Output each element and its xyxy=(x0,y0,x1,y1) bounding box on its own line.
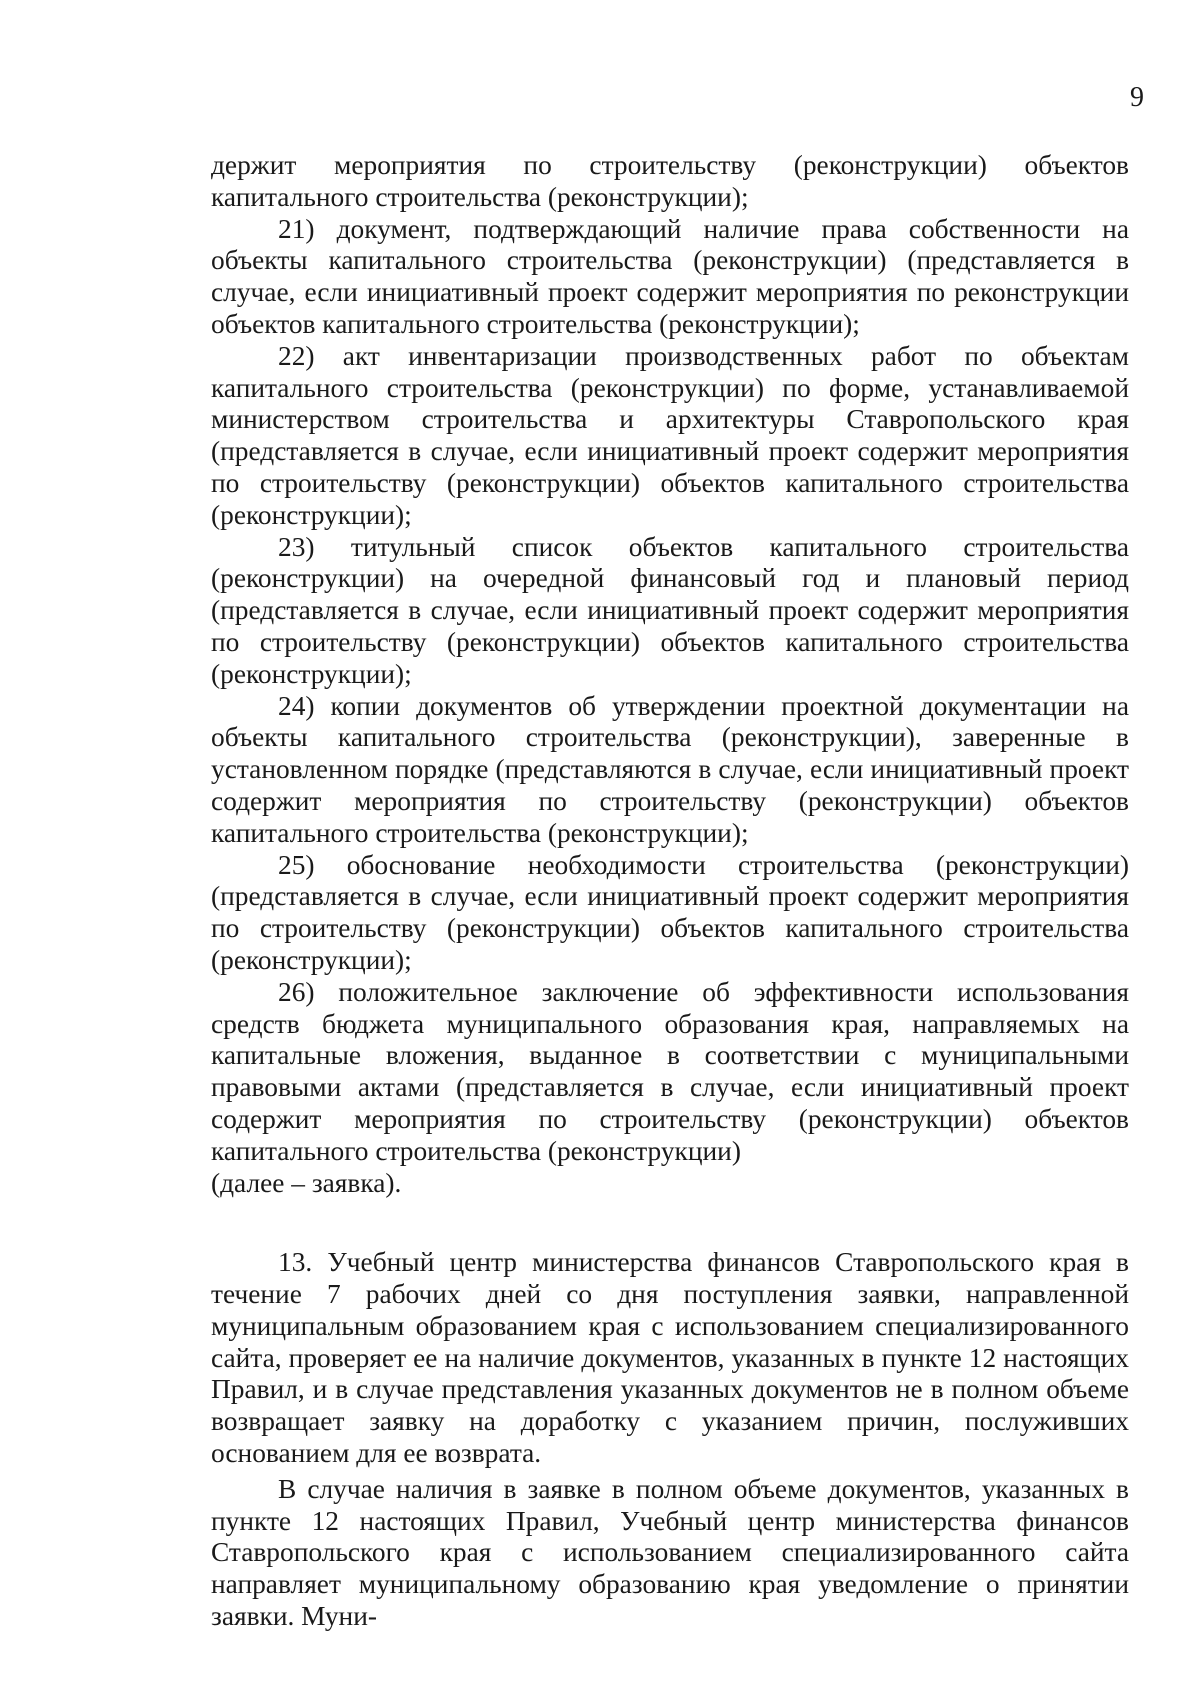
paragraph-item-13: 13. Учебный центр министерства финансов Ставропольского края в течение 7 рабочих дней со дня поступления заявки, направленной муниципальным образованием края с использованием специализированного сайта, проверяет ее на наличие документов, указанных в пункте 12 настоящих Правил, и в случае представления указанных документов не в полном объеме возвращает заявку на доработку с указанием причин, послуживших основанием для ее возврата. xyxy=(211,1247,1129,1469)
paragraph-continuation: держит мероприятия по строительству (реконструкции) объектов капитального строительства (реконструкции); xyxy=(211,150,1129,212)
paragraph-item-22: 22) акт инвентаризации производственных работ по объектам капитального строительства (реконструкции) по форме, устанавливаемой министерством строительства и архитектуры Ставропольского края (представляется в случае, если инициативный проект содержит мероприятия по строительству (реконструкции) объектов капитального строительства (реконструкции); xyxy=(211,340,1129,530)
paragraph-item-23: 23) титульный список объектов капитального строительства (реконструкции) на очередной финансовый год и плановый период (представляется в случае, если инициативный проект содержит мероприятия по строительству (реконструкции) объектов капитального строительства (реконструкции); xyxy=(211,531,1129,689)
document-body xyxy=(211,150,1129,1633)
paragraph-item-26: 26) положительное заключение об эффективности использования средств бюджета муниципального образования края, направляемых на капитальные вложения, выданное в соответствии с муниципальными правовыми актами (представляется в случае, если инициативный проект содержит мероприятия по строительству (реконструкции) объектов капитального строительства (реконструкции) xyxy=(211,976,1129,1166)
page-number: 9 xyxy=(1130,82,1144,113)
paragraph-item-21: 21) документ, подтверждающий наличие права собственности на объекты капитального строительства (реконструкции) (представляется в случае, если инициативный проект содержит мероприятия по реконструкции объектов капитального строительства (реконструкции); xyxy=(211,213,1129,339)
paragraph-item-25: 25) обоснование необходимости строительства (реконструкции) (представляется в случае, если инициативный проект содержит мероприятия по строительству (реконструкции) объектов капитального строительства (реконструкции); xyxy=(211,849,1129,975)
paragraph-application-note: (далее – заявка). xyxy=(211,1167,402,1198)
paragraph-item-24: 24) копии документов об утверждении проектной документации на объекты капитального строительства (реконструкции), заверенные в установленном порядке (представляются в случае, если инициативный проект содержит мероприятия по строительству (реконструкции) объектов капитального строительства (реконструкции); xyxy=(211,690,1129,848)
paragraph-item-13-continuation: В случае наличия в заявке в полном объеме документов, указанных в пункте 12 настоящих Правил, Учебный центр министерства финансов Ставропольского края с использованием специализированного сайта направляет муниципальному образованию края уведомление о принятии заявки. Муни- xyxy=(211,1473,1129,1632)
